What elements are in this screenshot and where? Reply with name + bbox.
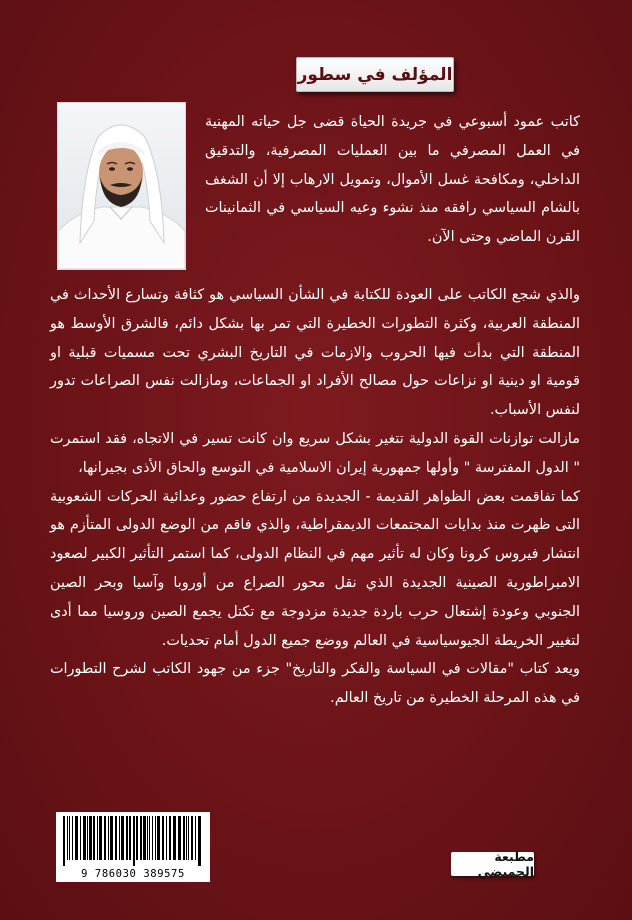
bio-paragraph-4: كما تفاقمت بعض الظواهر القديمة - الجديدة من ارتفاع حضور وعدائية الحركات الشعوبية التى ظهرت منذ بدايات المجتمعات الديمقراطية، والذي فاقم من الوضع الدولى المتأزم هو انتشار فيروس كرونا وكان له تأثير مهم في النظام الدولى، كما استمر التأثير الكبير لصعود الامبراطورية الصينية الجديدة الذي نقل محور الصراع من أوروبا وآسيا وبحر الصين الجنوبي وعودة إشتعال حرب باردة جديدة مزدوجة مع تكتل يجمع الصين وروسيا مما أدى لتغيير الخريطة الجيوسياسية في العالم ووضع جميع الدول أمام تحديات.: [50, 488, 580, 649]
bio-paragraph-5: ويعد كتاب "مقالات في السياسة والفكر والتاريخ" جزء من جهود الكاتب لشرح التطورات في هذه المرحلة الخطيرة من تاريخ العالم.: [50, 661, 580, 707]
barcode-bar: [119, 816, 120, 860]
publisher-name: مطبعة الحميضي: [477, 849, 534, 879]
barcode-bar: [183, 816, 185, 860]
barcode-bar: [162, 816, 164, 860]
barcode-bar: [157, 816, 160, 860]
barcode-bar: [155, 816, 156, 860]
author-photo: [57, 102, 186, 270]
author-bio-intro: [205, 108, 580, 252]
barcode-bar: [115, 816, 117, 860]
barcode-bar: [152, 816, 153, 860]
barcode-bar: [110, 816, 113, 860]
barcode-bar: [198, 816, 201, 866]
author-portrait-image: [58, 103, 185, 269]
barcode-bar: [121, 816, 124, 860]
barcode-bar: [93, 816, 95, 860]
barcode-bar: [136, 816, 138, 860]
bio-paragraph-3: مازالت توازنات القوة الدولية تتغير بشكل سريع وان كانت تسير في الاتجاه، فقد استمرت " الدول المفترسة " وأولها جمهورية إيران الاسلامية في التوسع والحاق الأذى بجيرانها،: [50, 430, 580, 476]
barcode-bar: [72, 816, 73, 860]
isbn-barcode: [56, 812, 210, 882]
barcode-bar: [178, 816, 181, 860]
barcode-bar: [129, 816, 131, 860]
barcode-bar: [69, 816, 70, 860]
barcode-bar: [147, 816, 148, 860]
barcode-bar: [169, 816, 171, 860]
section-title: المؤلف في سطور: [297, 64, 453, 85]
author-bio-body: [50, 281, 580, 713]
barcode-bar: [83, 816, 86, 860]
barcode-bar: [108, 816, 109, 860]
publisher-badge: [451, 849, 534, 879]
barcode-bar: [143, 816, 146, 860]
barcode-bar: [104, 816, 106, 860]
barcode-bar: [133, 816, 135, 866]
barcode-bar: [87, 816, 88, 860]
barcode-bar: [80, 816, 81, 860]
barcode-bar: [63, 816, 65, 866]
barcode-bar: [173, 816, 176, 860]
barcode-bar: [75, 816, 78, 860]
section-title-box: [296, 57, 454, 92]
barcode-bar: [149, 816, 150, 860]
barcode-bar: [166, 816, 167, 860]
barcode-bar: [140, 816, 142, 860]
barcode-bar: [67, 816, 68, 860]
bio-paragraph-1: كاتب عمود أسبوعي في جريدة الحياة قضى جل حياته المهنية في العمل المصرفي ما بين العمليات المصرفية، والتدقيق الداخلي، ومكافحة غسل الأموال، وتمويل الارهاب إلا أن الشغف بالشام السياسي رافقه منذ نشوء وعيه السياسي في الثمانينات القرن الماضي وحتى الآن.: [205, 114, 580, 246]
barcode-bars: [61, 816, 205, 866]
barcode-bar: [188, 816, 189, 860]
barcode-bar: [126, 816, 128, 860]
barcode-bar: [99, 816, 102, 860]
barcode-bar: [195, 816, 196, 860]
isbn-number: 9 786030 389575: [81, 868, 185, 880]
barcode-bar: [191, 816, 193, 860]
bio-paragraph-2: والذي شجع الكاتب على العودة للكتابة في الشأن السياسي هو كثافة وتسارع الأحداث في المنطقة العربية، وكثرة التطورات الخطيرة التي تمر بها بشكل دائم، فالشرق الأوسط هو المنطقة التي بدأت فيها الحروب والازمات في التاريخ البشري تحت مسميات قبلية او قومية او دينية او نزاعات حول مصالح الأفراد او الجماعات، ومازالت نفس الصراعات تدور لنفس الأسباب.: [50, 287, 580, 419]
barcode-bar: [89, 816, 92, 860]
barcode-bar: [186, 816, 187, 860]
barcode-bar: [97, 816, 98, 860]
